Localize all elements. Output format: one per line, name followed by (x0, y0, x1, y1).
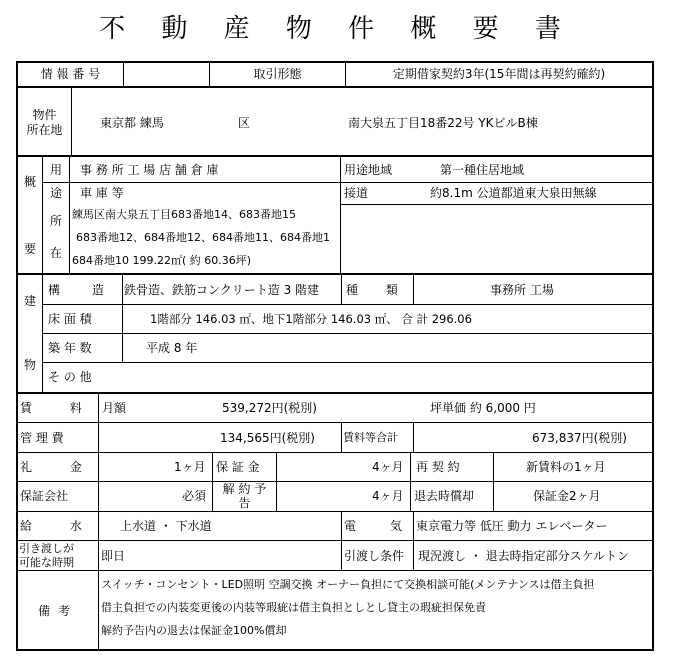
other-label: そ の 他 (48, 370, 92, 384)
lot-line-1: 練馬区南大泉五丁目683番地14、683番地15 (72, 208, 296, 221)
lot-label-1: 所 (49, 214, 62, 228)
divider (123, 61, 124, 87)
use-label-2: 途 (49, 186, 62, 200)
overview-section-label-1: 概 (23, 175, 36, 189)
lot-line-2: 683番地12、684番地12、684番地11、684番地1 (76, 231, 330, 244)
divider (42, 274, 43, 393)
divider (98, 393, 99, 541)
electricity-value: 東京電力等 低圧 動力 エレベーター (416, 519, 608, 533)
use-line-1: 事 務 所 工 場 店 舗 倉 庫 (80, 163, 219, 177)
management-fee-label: 管 理 費 (20, 431, 64, 445)
divider (42, 362, 654, 363)
rent-label: 賃 料 (20, 401, 82, 415)
divider (16, 86, 654, 88)
remarks-line-2: 借主負担での内装変更後の内装等瑕疵は借主負担としとし貸主の瑕疵担保免責 (101, 601, 486, 614)
rent-unit-price: 坪単価 約 6,000 円 (430, 401, 536, 415)
renewal-label: 再 契 約 (416, 460, 460, 474)
location-address: 南大泉五丁目18番22号 YKビルB棟 (348, 116, 538, 130)
structure-label: 構 造 (48, 283, 104, 297)
total-rent-label: 賃料等合計 (343, 431, 398, 444)
amortization-value: 保証金2ヶ月 (533, 489, 601, 503)
overview-section-label-2: 要 (23, 242, 36, 256)
divider (69, 156, 70, 274)
floor-area-value: 1階部分 146.03 ㎡、地下1階部分 146.03 ㎡、 合 計 296.06 (150, 312, 472, 326)
total-rent-value: 673,837円(税別) (532, 431, 627, 445)
divider (340, 156, 341, 274)
divider (98, 571, 99, 651)
structure-value: 鉄骨造、鉄筋コンクリート造 3 階建 (124, 283, 320, 297)
divider (340, 182, 654, 183)
building-age-value: 平成 8 年 (146, 341, 198, 355)
building-section-label-1: 建 (23, 294, 36, 308)
divider (16, 540, 654, 541)
building-section-label-2: 物 (23, 358, 36, 372)
rent-monthly-value: 539,272円(税別) (222, 401, 317, 415)
use-line-2: 車 庫 等 (80, 186, 124, 200)
divider (16, 155, 654, 157)
handover-time-value: 即日 (101, 549, 126, 563)
lot-label-2: 在 (49, 246, 62, 260)
divider (276, 453, 277, 512)
divider (42, 182, 340, 183)
trade-type-value: 定期借家契約3年(15年間は再契約確約) (392, 67, 606, 81)
trade-type-label: 取引形態 (253, 67, 302, 81)
divider (341, 274, 342, 305)
handover-condition-label: 引渡し条件 (344, 549, 405, 563)
amortization-label: 退去時償却 (414, 489, 475, 503)
rent-monthly-label: 月額 (102, 401, 127, 415)
divider (16, 273, 654, 275)
remarks-line-3: 解約予告内の退去は保証金100%償却 (101, 624, 287, 637)
location-label-1: 物件 (32, 108, 57, 122)
deposit-label: 保 証 金 (216, 460, 260, 474)
divider (16, 392, 654, 394)
lot-line-3: 684番地10 199.22㎡( 約 60.36坪) (72, 254, 252, 267)
location-pref-city: 東京都 練馬 (100, 116, 164, 130)
road-value: 約8.1m 公道都道東大泉田無線 (430, 186, 597, 200)
key-money-value: 1ヶ月 (174, 460, 206, 474)
divider (413, 274, 414, 305)
handover-condition-value: 現況渡し ・ 退去時指定部分スケルトン (418, 549, 630, 563)
document-title: 不 動 産 物 件 概 要 書 (99, 14, 575, 44)
floor-area-label: 床 面 積 (48, 312, 92, 326)
handover-time-label-1: 引き渡しが (19, 542, 74, 555)
deposit-value: 4ヶ月 (372, 460, 404, 474)
divider (341, 423, 342, 453)
electricity-label: 電 気 (344, 519, 402, 533)
divider (16, 481, 654, 482)
key-money-label: 礼 金 (20, 460, 82, 474)
divider (493, 453, 494, 512)
handover-time-label-2: 可能な時期 (19, 556, 74, 569)
divider (42, 304, 654, 305)
guarantee-company-value: 必須 (182, 489, 207, 503)
management-fee-value: 134,565円(税別) (220, 431, 315, 445)
building-age-label: 築 年 数 (48, 341, 92, 355)
renewal-value: 新賃料の1ヶ月 (526, 460, 606, 474)
guarantee-company-label: 保証会社 (20, 489, 69, 503)
location-ward: 区 (238, 116, 251, 130)
zoning-label: 用途地域 (344, 163, 393, 177)
location-label-2: 所在地 (26, 123, 63, 137)
divider (413, 423, 414, 453)
divider (16, 511, 654, 512)
divider (340, 204, 654, 205)
divider (16, 422, 654, 423)
divider (410, 453, 411, 512)
divider (16, 452, 654, 453)
water-supply-label: 給 水 (20, 519, 82, 533)
cancellation-notice-label-2: 告 (238, 496, 251, 510)
remarks-line-1: スイッチ・コンセント・LED照明 空調交換 オーナー負担にて交換相談可能(メンテナンスは借主負担 (101, 578, 595, 591)
cancellation-notice-label-1: 解 約 予 (222, 482, 267, 496)
divider (42, 333, 654, 334)
divider (16, 570, 654, 571)
divider (341, 512, 342, 571)
kind-value: 事務所 工場 (490, 283, 554, 297)
use-label-1: 用 (49, 163, 62, 177)
divider (413, 512, 414, 571)
divider (122, 274, 123, 363)
cancellation-notice-value: 4ヶ月 (372, 489, 404, 503)
water-supply-value: 上水道 ・ 下水道 (120, 519, 212, 533)
kind-label: 種 類 (346, 283, 398, 297)
road-label: 接道 (344, 186, 369, 200)
divider (71, 87, 72, 156)
zoning-value: 第一種住居地域 (440, 163, 525, 177)
divider (98, 541, 99, 571)
info-number-label: 情 報 番 号 (40, 67, 101, 81)
remarks-label: 備考 (37, 604, 78, 618)
